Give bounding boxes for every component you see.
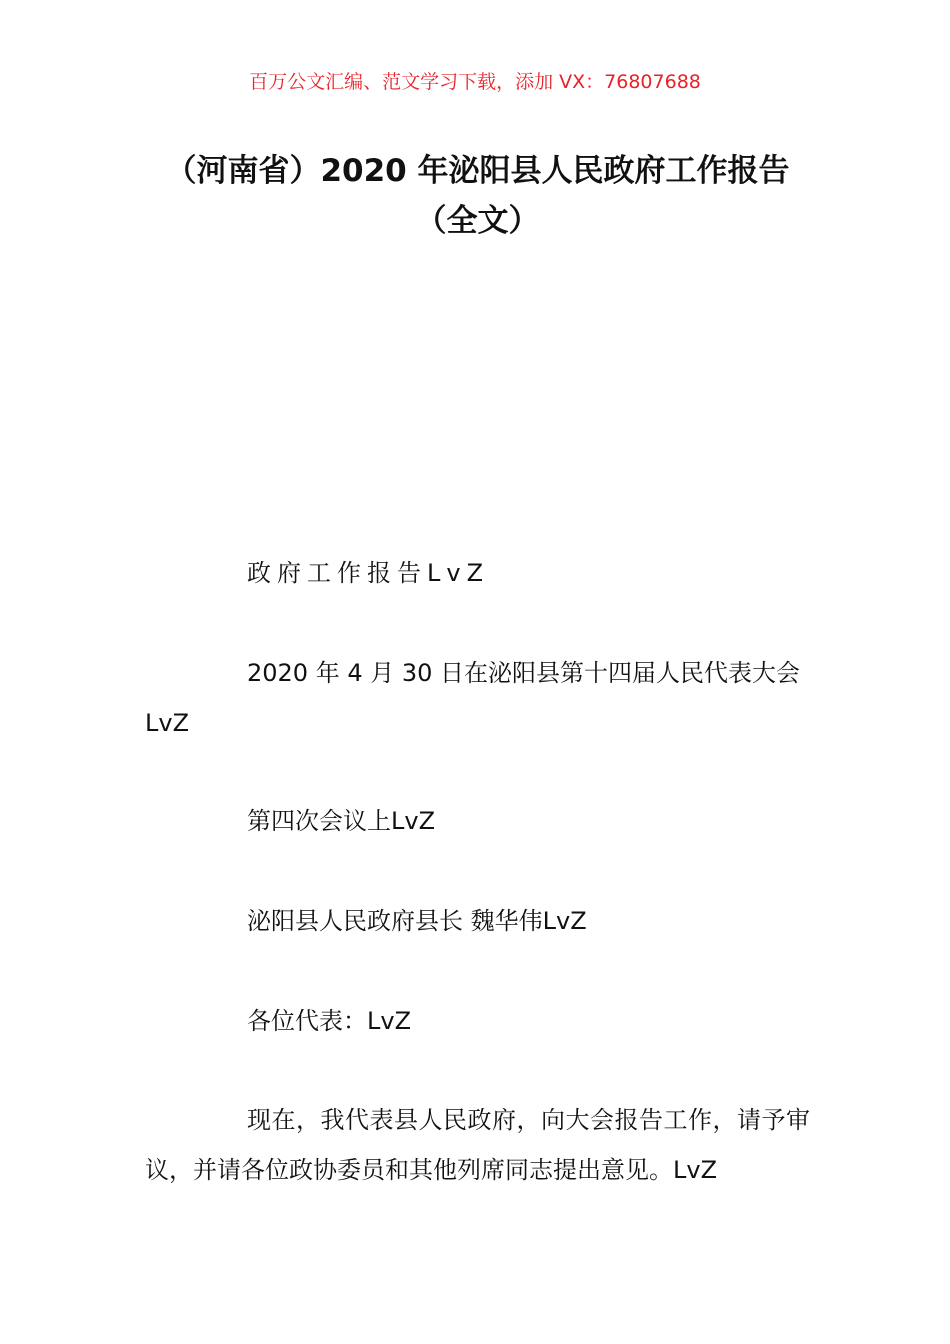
paragraph-meeting-date: 2020 年 4 月 30 日在泌阳县第十四届人民代表大会LvZ — [145, 659, 801, 737]
paragraph-salutation: 各位代表：LvZ — [247, 1007, 412, 1035]
paragraph-speaker: 泌阳县人民政府县长 魏华伟LvZ — [247, 907, 587, 935]
paragraph-opening: 现在，我代表县人民政府，向大会报告工作，请予审议，并请各位政协委员和其他列席同志提出意见。LvZ — [145, 1106, 810, 1184]
paragraph-meeting-session: 第四次会议上LvZ — [247, 807, 436, 835]
paragraph-report-heading: 政府工作报告LvZ — [247, 559, 490, 587]
header-note: 百万公文汇编、范文学习下载，添加 VX：76807688 — [249, 71, 701, 93]
document-title: （河南省）2020 年泌阳县人民政府工作报告（全文） — [165, 153, 790, 239]
